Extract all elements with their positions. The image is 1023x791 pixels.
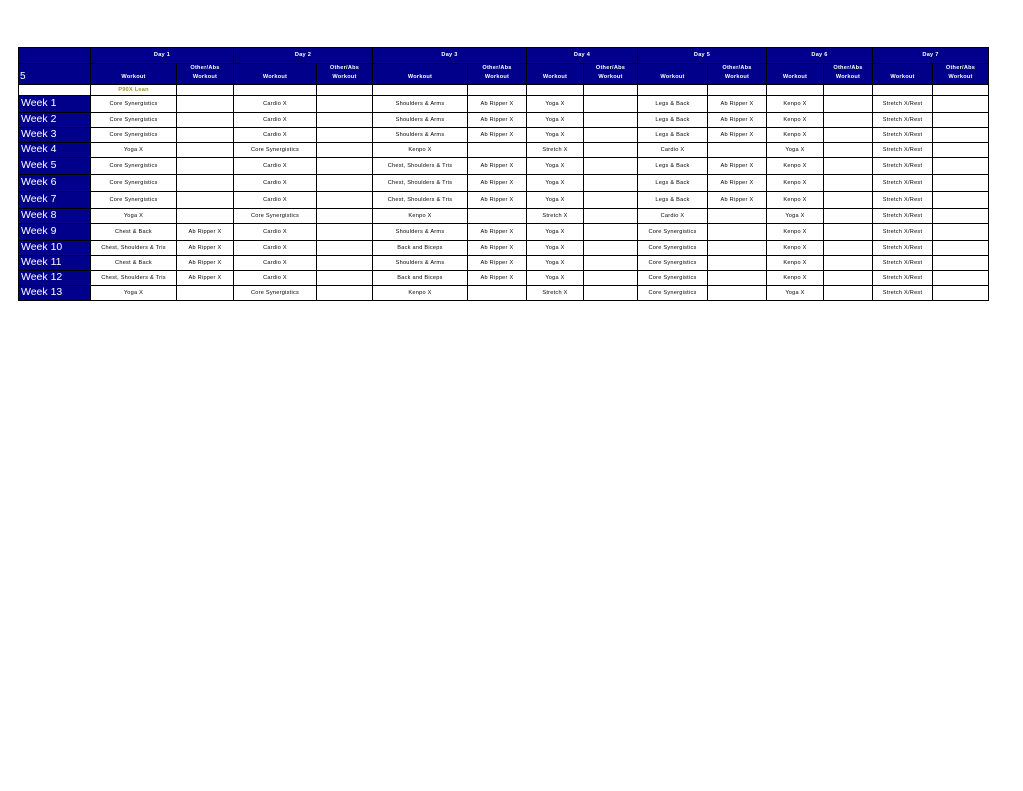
week-label: Week 12 bbox=[19, 271, 91, 286]
other-abs-cell bbox=[317, 175, 373, 192]
program-row-blank bbox=[584, 85, 638, 96]
workout-cell: Cardio X bbox=[234, 271, 317, 286]
program-row-blank bbox=[177, 85, 234, 96]
workout-cell: Chest & Back bbox=[91, 224, 177, 241]
other-abs-line2: Workout bbox=[484, 73, 510, 80]
other-abs-cell bbox=[177, 175, 234, 192]
workout-cell: Stretch X/Rest bbox=[873, 96, 933, 113]
week-label: Week 4 bbox=[19, 143, 91, 158]
other-abs-cell bbox=[933, 271, 989, 286]
week-row bbox=[19, 113, 989, 128]
day-header: Day 2 bbox=[234, 48, 373, 64]
other-abs-cell bbox=[584, 286, 638, 301]
other-abs-cell: Ab Ripper X bbox=[468, 224, 527, 241]
workout-cell: Chest, Shoulders & Tris bbox=[91, 271, 177, 286]
other-abs-cell bbox=[933, 224, 989, 241]
other-abs-cell bbox=[933, 209, 989, 224]
workout-cell: Yoga X bbox=[527, 96, 584, 113]
other-abs-cell bbox=[584, 241, 638, 256]
program-row-blank bbox=[824, 85, 873, 96]
workout-cell: Shoulders & Arms bbox=[373, 224, 468, 241]
other-abs-cell bbox=[317, 241, 373, 256]
other-abs-line2: Workout bbox=[948, 73, 973, 80]
workout-cell: Yoga X bbox=[527, 128, 584, 143]
other-abs-cell: Ab Ripper X bbox=[468, 271, 527, 286]
workout-col-header: Workout bbox=[873, 64, 933, 85]
other-abs-cell bbox=[933, 113, 989, 128]
workout-cell: Kenpo X bbox=[373, 143, 468, 158]
other-abs-cell: Ab Ripper X bbox=[468, 113, 527, 128]
workout-cell: Kenpo X bbox=[767, 158, 824, 175]
program-row-blank bbox=[638, 85, 708, 96]
other-abs-cell bbox=[584, 158, 638, 175]
workout-cell: Legs & Back bbox=[638, 128, 708, 143]
workout-cell: Core Synergistics bbox=[638, 271, 708, 286]
workout-cell: Core Synergistics bbox=[638, 241, 708, 256]
other-abs-cell: Ab Ripper X bbox=[708, 96, 767, 113]
program-row-blank bbox=[708, 85, 767, 96]
other-abs-cell bbox=[933, 128, 989, 143]
workout-cell: Cardio X bbox=[638, 143, 708, 158]
workout-cell: Legs & Back bbox=[638, 175, 708, 192]
other-abs-cell bbox=[317, 143, 373, 158]
other-abs-col-header bbox=[584, 64, 638, 85]
other-abs-col-header bbox=[824, 64, 873, 85]
other-abs-cell bbox=[317, 128, 373, 143]
workout-cell: Core Synergistics bbox=[91, 128, 177, 143]
workout-cell: Core Synergistics bbox=[638, 224, 708, 241]
program-row-blank bbox=[527, 85, 584, 96]
column-header-row bbox=[19, 64, 989, 85]
other-abs-cell: Ab Ripper X bbox=[468, 128, 527, 143]
other-abs-cell bbox=[584, 96, 638, 113]
other-abs-cell bbox=[708, 286, 767, 301]
workout-cell: Cardio X bbox=[234, 158, 317, 175]
week-label: Week 13 bbox=[19, 286, 91, 301]
other-abs-cell: Ab Ripper X bbox=[177, 224, 234, 241]
workout-cell: Stretch X/Rest bbox=[873, 241, 933, 256]
program-row-blank bbox=[468, 85, 527, 96]
workout-cell: Yoga X bbox=[91, 209, 177, 224]
workout-cell: Stretch X/Rest bbox=[873, 143, 933, 158]
workout-col-header: Workout bbox=[91, 64, 177, 85]
workout-cell: Kenpo X bbox=[767, 271, 824, 286]
other-abs-cell bbox=[824, 96, 873, 113]
workout-cell: Cardio X bbox=[234, 113, 317, 128]
other-abs-cell bbox=[824, 256, 873, 271]
other-abs-cell bbox=[468, 286, 527, 301]
workout-cell: Core Synergistics bbox=[91, 158, 177, 175]
workout-cell: Legs & Back bbox=[638, 158, 708, 175]
other-abs-cell: Ab Ripper X bbox=[468, 241, 527, 256]
week-row bbox=[19, 96, 989, 113]
other-abs-cell bbox=[317, 256, 373, 271]
workout-cell: Chest, Shoulders & Tris bbox=[373, 192, 468, 209]
corner-top-cell bbox=[19, 48, 91, 64]
other-abs-line1: Other/Abs bbox=[945, 64, 976, 71]
workout-cell: Stretch X/Rest bbox=[873, 175, 933, 192]
other-abs-line2: Workout bbox=[835, 73, 861, 80]
other-abs-cell bbox=[824, 271, 873, 286]
other-abs-cell bbox=[177, 286, 234, 301]
other-abs-cell bbox=[584, 113, 638, 128]
workout-cell: Core Synergistics bbox=[91, 113, 177, 128]
other-abs-cell: Ab Ripper X bbox=[468, 175, 527, 192]
program-row-blank bbox=[933, 85, 989, 96]
workout-cell: Kenpo X bbox=[767, 128, 824, 143]
other-abs-cell bbox=[824, 175, 873, 192]
corner-label: 5 bbox=[19, 64, 91, 85]
workout-schedule-table bbox=[18, 47, 989, 301]
workout-cell: Shoulders & Arms bbox=[373, 113, 468, 128]
workout-cell: Chest, Shoulders & Tris bbox=[373, 175, 468, 192]
workout-cell: Cardio X bbox=[638, 209, 708, 224]
week-row bbox=[19, 241, 989, 256]
workout-cell: Yoga X bbox=[767, 143, 824, 158]
other-abs-cell bbox=[824, 192, 873, 209]
other-abs-cell: Ab Ripper X bbox=[708, 158, 767, 175]
other-abs-cell bbox=[933, 241, 989, 256]
other-abs-line2: Workout bbox=[724, 73, 750, 80]
workout-cell: Stretch X/Rest bbox=[873, 158, 933, 175]
workout-cell: Cardio X bbox=[234, 96, 317, 113]
other-abs-cell bbox=[824, 286, 873, 301]
other-abs-cell bbox=[584, 128, 638, 143]
workout-cell: Core Synergistics bbox=[234, 286, 317, 301]
other-abs-cell bbox=[177, 143, 234, 158]
other-abs-cell: Ab Ripper X bbox=[468, 192, 527, 209]
other-abs-cell bbox=[824, 209, 873, 224]
workout-cell: Kenpo X bbox=[767, 192, 824, 209]
other-abs-col-header bbox=[317, 64, 373, 85]
workout-cell: Stretch X/Rest bbox=[873, 256, 933, 271]
program-row-blank bbox=[317, 85, 373, 96]
other-abs-cell: Ab Ripper X bbox=[468, 158, 527, 175]
workout-cell: Back and Biceps bbox=[373, 271, 468, 286]
workout-cell: Yoga X bbox=[527, 113, 584, 128]
other-abs-line2: Workout bbox=[332, 73, 357, 80]
other-abs-col-header bbox=[933, 64, 989, 85]
workout-cell: Cardio X bbox=[234, 224, 317, 241]
week-label: Week 3 bbox=[19, 128, 91, 143]
workout-cell: Shoulders & Arms bbox=[373, 128, 468, 143]
other-abs-cell bbox=[468, 209, 527, 224]
other-abs-cell bbox=[824, 113, 873, 128]
workout-cell: Stretch X/Rest bbox=[873, 192, 933, 209]
other-abs-col-header bbox=[177, 64, 234, 85]
workout-cell: Kenpo X bbox=[767, 96, 824, 113]
week-label: Week 5 bbox=[19, 158, 91, 175]
workout-cell: Stretch X bbox=[527, 143, 584, 158]
week-row bbox=[19, 128, 989, 143]
workout-cell: Stretch X/Rest bbox=[873, 209, 933, 224]
other-abs-cell bbox=[468, 143, 527, 158]
other-abs-cell: Ab Ripper X bbox=[468, 96, 527, 113]
other-abs-cell bbox=[317, 209, 373, 224]
workout-cell: Legs & Back bbox=[638, 96, 708, 113]
week-row bbox=[19, 175, 989, 192]
other-abs-cell bbox=[317, 158, 373, 175]
workout-cell: Cardio X bbox=[234, 128, 317, 143]
workout-cell: Core Synergistics bbox=[91, 192, 177, 209]
day-header-row bbox=[19, 48, 989, 64]
day-header: Day 3 bbox=[373, 48, 527, 64]
workout-cell: Yoga X bbox=[767, 286, 824, 301]
program-row-blank bbox=[373, 85, 468, 96]
workout-cell: Cardio X bbox=[234, 256, 317, 271]
workout-cell: Yoga X bbox=[527, 224, 584, 241]
workout-col-header: Workout bbox=[638, 64, 708, 85]
other-abs-cell bbox=[933, 256, 989, 271]
week-label: Week 6 bbox=[19, 175, 91, 192]
other-abs-cell bbox=[708, 256, 767, 271]
workout-cell: Cardio X bbox=[234, 175, 317, 192]
workout-cell: Chest & Back bbox=[91, 256, 177, 271]
workout-cell: Core Synergistics bbox=[234, 143, 317, 158]
other-abs-cell bbox=[584, 175, 638, 192]
week-label: Week 9 bbox=[19, 224, 91, 241]
other-abs-cell bbox=[708, 143, 767, 158]
other-abs-cell bbox=[317, 224, 373, 241]
workout-cell: Yoga X bbox=[527, 256, 584, 271]
other-abs-cell bbox=[824, 128, 873, 143]
workout-cell: Yoga X bbox=[527, 192, 584, 209]
workout-cell: Cardio X bbox=[234, 192, 317, 209]
other-abs-cell bbox=[177, 96, 234, 113]
other-abs-cell: Ab Ripper X bbox=[708, 128, 767, 143]
other-abs-line1: Other/Abs bbox=[329, 64, 360, 71]
workout-cell: Legs & Back bbox=[638, 192, 708, 209]
day-header: Day 6 bbox=[767, 48, 873, 64]
other-abs-cell bbox=[177, 128, 234, 143]
other-abs-cell: Ab Ripper X bbox=[708, 192, 767, 209]
workout-cell: Kenpo X bbox=[767, 175, 824, 192]
other-abs-cell bbox=[317, 113, 373, 128]
other-abs-cell: Ab Ripper X bbox=[468, 256, 527, 271]
other-abs-cell bbox=[317, 271, 373, 286]
workout-cell: Core Synergistics bbox=[91, 96, 177, 113]
other-abs-line1: Other/Abs bbox=[190, 64, 220, 71]
other-abs-line1: Other/Abs bbox=[595, 64, 626, 71]
other-abs-cell: Ab Ripper X bbox=[177, 256, 234, 271]
workout-col-header: Workout bbox=[234, 64, 317, 85]
program-label: P90X Lean bbox=[91, 85, 177, 96]
week-label: Week 10 bbox=[19, 241, 91, 256]
other-abs-cell bbox=[708, 209, 767, 224]
week-label: Week 1 bbox=[19, 96, 91, 113]
workout-col-header: Workout bbox=[373, 64, 468, 85]
other-abs-cell: Ab Ripper X bbox=[177, 271, 234, 286]
week-label: Week 8 bbox=[19, 209, 91, 224]
other-abs-cell bbox=[584, 192, 638, 209]
day-header: Day 5 bbox=[638, 48, 767, 64]
day-header: Day 1 bbox=[91, 48, 234, 64]
workout-cell: Core Synergistics bbox=[91, 175, 177, 192]
other-abs-line1: Other/Abs bbox=[833, 64, 863, 71]
workout-col-header: Workout bbox=[767, 64, 824, 85]
other-abs-cell bbox=[584, 143, 638, 158]
workout-cell: Legs & Back bbox=[638, 113, 708, 128]
day-header: Day 7 bbox=[873, 48, 989, 64]
workout-cell: Shoulders & Arms bbox=[373, 96, 468, 113]
workout-cell: Core Synergistics bbox=[234, 209, 317, 224]
other-abs-cell bbox=[584, 271, 638, 286]
workout-cell: Chest, Shoulders & Tris bbox=[91, 241, 177, 256]
other-abs-cell bbox=[177, 192, 234, 209]
week-label: Week 7 bbox=[19, 192, 91, 209]
workout-cell: Stretch X/Rest bbox=[873, 271, 933, 286]
program-row-blank bbox=[767, 85, 824, 96]
workout-cell: Kenpo X bbox=[373, 286, 468, 301]
program-label-row bbox=[19, 85, 989, 96]
other-abs-cell bbox=[824, 158, 873, 175]
other-abs-col-header bbox=[468, 64, 527, 85]
other-abs-line2: Workout bbox=[192, 73, 218, 80]
workout-cell: Kenpo X bbox=[767, 113, 824, 128]
week-row bbox=[19, 286, 989, 301]
week-row bbox=[19, 209, 989, 224]
other-abs-cell bbox=[933, 192, 989, 209]
other-abs-cell bbox=[933, 158, 989, 175]
week-row bbox=[19, 224, 989, 241]
workout-cell: Kenpo X bbox=[767, 256, 824, 271]
workout-cell: Kenpo X bbox=[767, 241, 824, 256]
other-abs-cell bbox=[177, 113, 234, 128]
other-abs-cell bbox=[708, 224, 767, 241]
workout-cell: Yoga X bbox=[91, 286, 177, 301]
other-abs-cell: Ab Ripper X bbox=[708, 113, 767, 128]
workout-cell: Back and Biceps bbox=[373, 241, 468, 256]
workout-cell: Core Synergistics bbox=[638, 286, 708, 301]
other-abs-cell bbox=[177, 209, 234, 224]
other-abs-cell bbox=[933, 96, 989, 113]
workout-cell: Yoga X bbox=[527, 271, 584, 286]
other-abs-cell bbox=[933, 286, 989, 301]
other-abs-cell bbox=[708, 271, 767, 286]
workout-cell: Yoga X bbox=[91, 143, 177, 158]
workout-cell: Stretch X/Rest bbox=[873, 286, 933, 301]
workout-cell: Chest, Shoulders & Tris bbox=[373, 158, 468, 175]
other-abs-cell bbox=[584, 256, 638, 271]
week-row bbox=[19, 158, 989, 175]
workout-cell: Stretch X bbox=[527, 286, 584, 301]
other-abs-cell: Ab Ripper X bbox=[708, 175, 767, 192]
workout-cell: Kenpo X bbox=[767, 224, 824, 241]
other-abs-line1: Other/Abs bbox=[482, 64, 512, 71]
other-abs-cell: Ab Ripper X bbox=[177, 241, 234, 256]
other-abs-cell bbox=[317, 192, 373, 209]
other-abs-cell bbox=[708, 241, 767, 256]
other-abs-cell bbox=[933, 175, 989, 192]
week-row bbox=[19, 143, 989, 158]
workout-cell: Yoga X bbox=[527, 241, 584, 256]
program-row-blank bbox=[234, 85, 317, 96]
other-abs-cell bbox=[317, 96, 373, 113]
workout-cell: Core Synergistics bbox=[638, 256, 708, 271]
workout-cell: Kenpo X bbox=[373, 209, 468, 224]
workout-cell: Yoga X bbox=[767, 209, 824, 224]
workout-cell: Stretch X/Rest bbox=[873, 128, 933, 143]
workout-cell: Yoga X bbox=[527, 175, 584, 192]
program-row-blank bbox=[19, 85, 91, 96]
other-abs-line1: Other/Abs bbox=[722, 64, 752, 71]
other-abs-line2: Workout bbox=[598, 73, 623, 80]
other-abs-cell bbox=[177, 158, 234, 175]
other-abs-col-header bbox=[708, 64, 767, 85]
week-row bbox=[19, 256, 989, 271]
other-abs-cell bbox=[824, 241, 873, 256]
other-abs-cell bbox=[824, 224, 873, 241]
day-header: Day 4 bbox=[527, 48, 638, 64]
week-row bbox=[19, 271, 989, 286]
workout-cell: Shoulders & Arms bbox=[373, 256, 468, 271]
other-abs-cell bbox=[584, 209, 638, 224]
workout-cell: Cardio X bbox=[234, 241, 317, 256]
other-abs-cell bbox=[933, 143, 989, 158]
program-row-blank bbox=[873, 85, 933, 96]
workout-col-header: Workout bbox=[527, 64, 584, 85]
workout-cell: Stretch X/Rest bbox=[873, 113, 933, 128]
week-label: Week 2 bbox=[19, 113, 91, 128]
week-label: Week 11 bbox=[19, 256, 91, 271]
other-abs-cell bbox=[824, 143, 873, 158]
workout-cell: Stretch X/Rest bbox=[873, 224, 933, 241]
workout-cell: Stretch X bbox=[527, 209, 584, 224]
week-row bbox=[19, 192, 989, 209]
workout-cell: Yoga X bbox=[527, 158, 584, 175]
other-abs-cell bbox=[584, 224, 638, 241]
other-abs-cell bbox=[317, 286, 373, 301]
